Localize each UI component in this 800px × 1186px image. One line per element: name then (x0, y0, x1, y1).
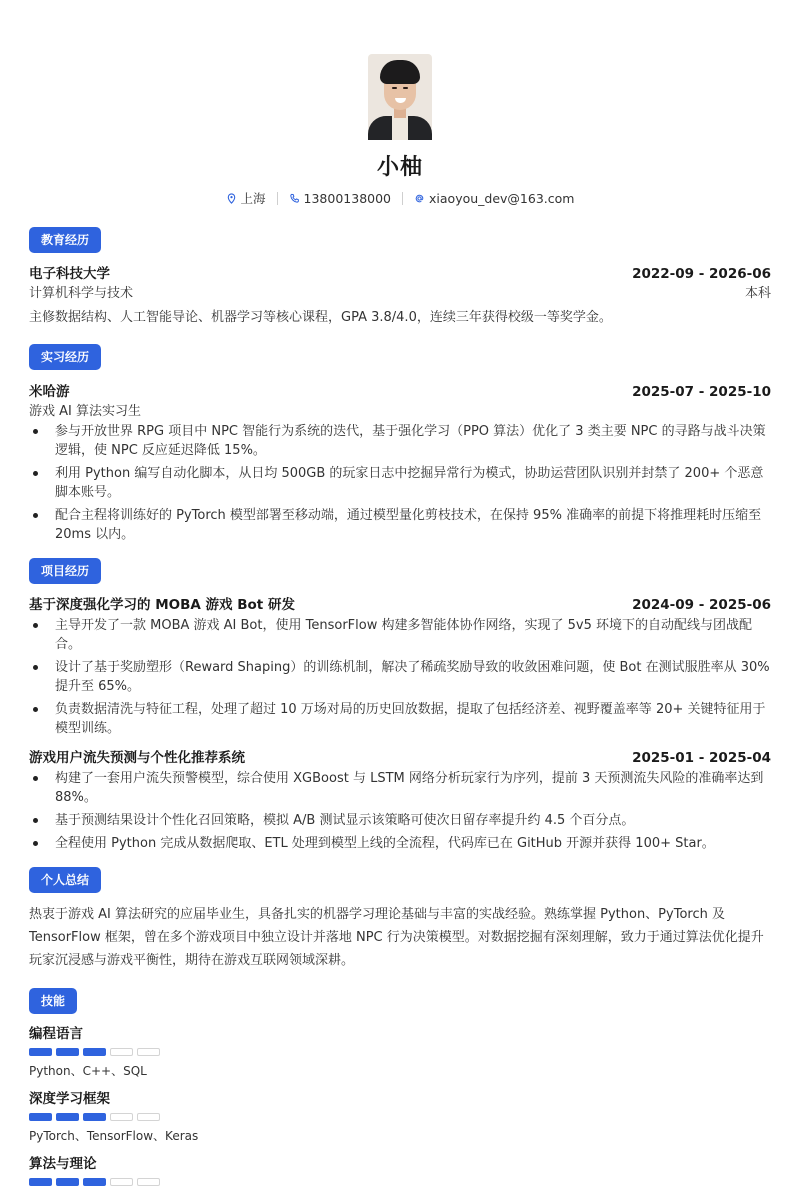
skill-level-bar (29, 1113, 771, 1121)
location-text: 上海 (240, 191, 266, 206)
email-text[interactable]: xiaoyou_dev@163.com (429, 190, 575, 206)
section-heading-internship: 实习经历 (29, 344, 101, 370)
skill-level-bar (29, 1178, 771, 1186)
project-header (29, 593, 771, 613)
project-header (29, 746, 771, 766)
project-date: 2025-01 - 2025-04 (632, 750, 771, 766)
divider (277, 192, 278, 205)
skill-detail: PyTorch、TensorFlow、Keras (29, 1129, 199, 1143)
skills-list (29, 1022, 771, 1186)
phone-text[interactable]: 13800138000 (303, 190, 392, 206)
location-pin-icon (226, 193, 237, 204)
at-sign-icon (414, 193, 425, 204)
skill-level-bar (29, 1048, 771, 1056)
skill-name: 深度学习框架 (29, 1091, 110, 1107)
avatar (368, 54, 432, 140)
skill-level-segment (83, 1178, 106, 1186)
skill-name: 编程语言 (29, 1026, 83, 1042)
major: 计算机科学与技术 (29, 286, 134, 301)
section-heading-education: 教育经历 (29, 227, 101, 253)
contact-email (414, 191, 574, 206)
skill-level-segment (110, 1178, 133, 1186)
list-item: 构建了一套用户流失预警模型，综合使用 XGBoost 与 LSTM 网络分析玩家行为序列，提前 3 天预测流失风险的准确率达到 88%。 (29, 769, 771, 807)
internship-role: 游戏 AI 算法实习生 (29, 404, 141, 419)
project-title: 基于深度强化学习的 MOBA 游戏 Bot 研发 (29, 597, 295, 613)
phone-icon (289, 193, 300, 204)
list-item: 参与开放世界 RPG 项目中 NPC 智能行为系统的迭代，基于强化学习（PPO 算法）优化了 3 类主要 NPC 的寻路与战斗决策逻辑，使 NPC 反应延迟降低 15%。 (29, 422, 771, 460)
summary-text: 热衷于游戏 AI 算法研究的应届毕业生，具备扎实的机器学习理论基础与丰富的实战经验。熟练掌握 Python、PyTorch 及 TensorFlow 框架，曾在多个游戏项目中独立设计并落地 NPC 行为决策模型。对数据挖掘有深刻理解，致力于通过算法优化提升玩家沉浸感与游戏平衡性，期待在游戏互联网领域深耕。 (29, 907, 764, 968)
skill-level-segment (137, 1178, 160, 1186)
project-bullets (29, 769, 771, 853)
list-item: 配合主程将训练好的 PyTorch 模型部署至移动端，通过模型量化剪枝技术，在保持 95% 准确率的前提下将推理耗时压缩至 20ms 以内。 (29, 506, 771, 544)
skills-section (29, 988, 771, 1186)
skill-level-segment (29, 1048, 52, 1056)
section-heading-projects: 项目经历 (29, 558, 101, 584)
skill-level-segment (29, 1178, 52, 1186)
skill-name: 算法与理论 (29, 1156, 97, 1172)
skill-level-segment (56, 1178, 79, 1186)
degree: 本科 (744, 286, 771, 301)
skill-level-segment (83, 1113, 106, 1121)
skill-level-segment (29, 1113, 52, 1121)
list-item: 负责数据清洗与特征工程，处理了超过 10 万场对局的历史回放数据，提取了包括经济差、视野覆盖率等 20+ 关键特征用于模型训练。 (29, 700, 771, 738)
candidate-name: 小柚 (376, 155, 423, 180)
internship-section (29, 344, 771, 544)
projects-section (29, 558, 771, 853)
education-date: 2022-09 - 2026-06 (632, 266, 771, 282)
contact-phone (289, 191, 391, 206)
internship-bullets (29, 422, 771, 544)
contact-location (226, 189, 266, 207)
contact-info (29, 189, 771, 207)
skill-detail: Python、C++、SQL (29, 1064, 147, 1078)
education-summary: 主修数据结构、人工智能导论、机器学习等核心课程，GPA 3.8/4.0，连续三年获得校级一等奖学金。 (29, 310, 612, 325)
list-item: 利用 Python 编写自动化脚本，从日均 500GB 的玩家日志中挖掘异常行为模式，协助运营团队识别并封禁了 200+ 个恶意脚本账号。 (29, 464, 771, 502)
school-name: 电子科技大学 (29, 266, 110, 282)
internship-date: 2025-07 - 2025-10 (632, 384, 771, 400)
skill-level-segment (56, 1113, 79, 1121)
project-bullets (29, 616, 771, 738)
skill-level-segment (137, 1048, 160, 1056)
skill-level-segment (110, 1048, 133, 1056)
company-name: 米哈游 (29, 384, 70, 400)
section-heading-summary: 个人总结 (29, 867, 101, 893)
skill-level-segment (56, 1048, 79, 1056)
section-heading-skills: 技能 (29, 988, 77, 1014)
resume-header (29, 0, 771, 207)
divider (402, 192, 403, 205)
skill-level-segment (110, 1113, 133, 1121)
list-item: 基于预测结果设计个性化召回策略，模拟 A/B 测试显示该策略可使次日留存率提升约 4.5 个百分点。 (29, 811, 771, 830)
list-item: 全程使用 Python 完成从数据爬取、ETL 处理到模型上线的全流程，代码库已在 GitHub 开源并获得 100+ Star。 (29, 834, 771, 853)
summary-section (29, 867, 771, 972)
list-item: 主导开发了一款 MOBA 游戏 AI Bot，使用 TensorFlow 构建多智能体协作网络，实现了 5v5 环境下的自动配线与团战配合。 (29, 616, 771, 654)
list-item: 设计了基于奖励塑形（Reward Shaping）的训练机制，解决了稀疏奖励导致的收敛困难问题，使 Bot 在测试服胜率从 30% 提升至 65%。 (29, 658, 771, 696)
project-date: 2024-09 - 2025-06 (632, 597, 771, 613)
education-section (29, 227, 771, 327)
skill-level-segment (137, 1113, 160, 1121)
skill-level-segment (83, 1048, 106, 1056)
project-title: 游戏用户流失预测与个性化推荐系统 (29, 750, 245, 766)
